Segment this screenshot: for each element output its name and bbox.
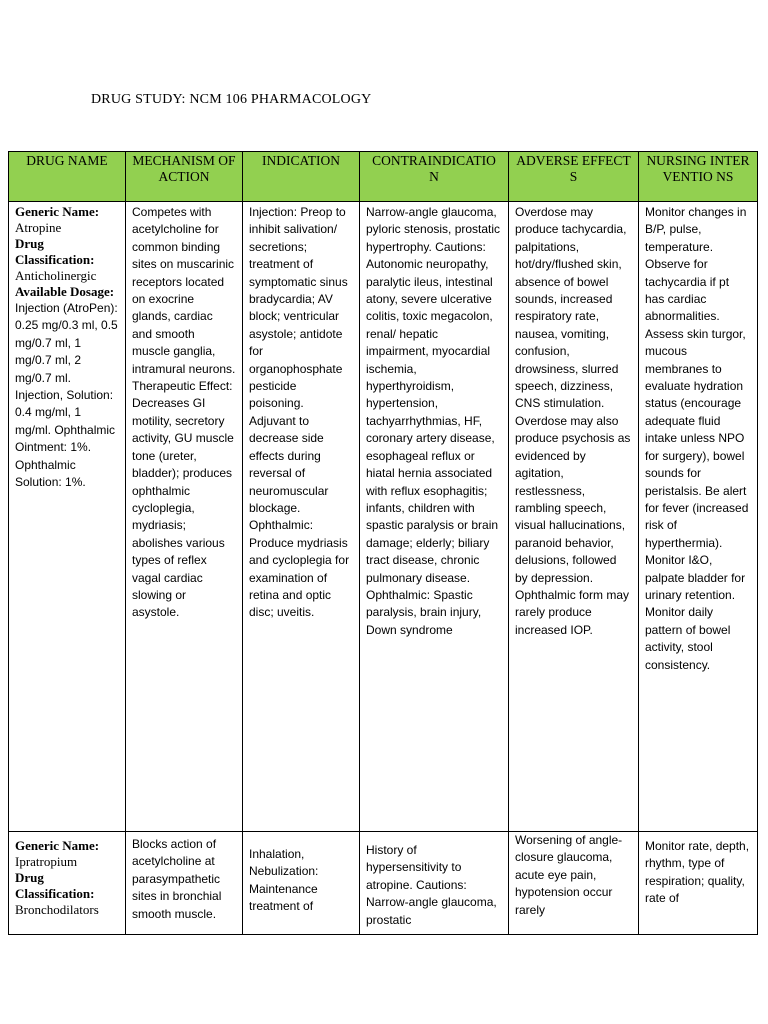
- dosage-value: Injection (AtroPen): 0.25 mg/0.3 ml, 0.5 mg/0.7 ml, 1 mg/0.7 ml, 2 mg/0.7 ml. Injection, Solution: 0.4 mg/ml, 1 mg/ml. Ophthalmic Ointment: 1%. Ophthalmic Solution: 1%.: [15, 301, 118, 490]
- nursing-interventions-cell: Monitor rate, depth, rhythm, type of respiration; quality, rate of: [639, 832, 758, 935]
- adverse-effects-cell: Worsening of angle-closure glaucoma, acute eye pain, hypotension occur rarely: [509, 832, 639, 935]
- mechanism-cell: Blocks action of acetylcholine at parasympathetic sites in bronchial smooth muscle.: [126, 832, 243, 935]
- classification-label: Drug Classification:: [15, 236, 95, 267]
- table-header-row: [9, 152, 758, 202]
- header-nursing-interventions: NURSING INTERVENTIO NS: [639, 152, 758, 202]
- table-row: [9, 202, 758, 832]
- header-contraindication: CONTRAINDICATIO N: [360, 152, 509, 202]
- nursing-interventions-cell: Monitor changes in B/P, pulse, temperature. Observe for tachycardia if pt has cardiac abnormalities. Assess skin turgor, mucous membranes to evaluate hydration status (encourage adequate fluid intake unless NPO for surgery), bowel sounds for peristalsis. Be alert for fever (increased risk of hyperthermia). Monitor I&O, palpate bladder for urinary retention. Monitor daily pattern of bowel activity, stool consistency.: [639, 202, 758, 832]
- classification-value: Bronchodilators: [15, 902, 99, 917]
- drug-name-cell: [9, 832, 126, 935]
- indication-cell: Inhalation, Nebulization: Maintenance treatment of: [243, 832, 360, 935]
- contraindication-cell: Narrow-angle glaucoma, pyloric stenosis, prostatic hypertrophy. Cautions: Autonomic neuropathy, paralytic ileus, intestinal atony, severe ulcerative colitis, toxic megacolon, renal/ hepatic impairment, myocardial ischemia, hyperthyroidism, hypertension, tachyarrhythmias, HF, coronary artery disease, esophageal reflux or hiatal hernia associated with reflux esophagitis; infants, children with spastic paralysis or brain damage; elderly; biliary tract disease, chronic pulmonary disease. Ophthalmic: Spastic paralysis, brain injury, Down syndrome: [360, 202, 509, 832]
- generic-name-value: Ipratropium: [15, 854, 78, 869]
- dosage-label: Available Dosage:: [15, 284, 115, 299]
- header-mechanism: MECHANISM OF ACTION: [126, 152, 243, 202]
- generic-name-value: Atropine: [15, 220, 62, 235]
- drug-name-cell: [9, 202, 126, 832]
- contraindication-cell: History of hypersensitivity to atropine. Cautions: Narrow-angle glaucoma, prostatic: [360, 832, 509, 935]
- generic-name-label: Generic Name:: [15, 204, 100, 219]
- mechanism-cell: Competes with acetylcholine for common binding sites on muscarinic receptors located on exocrine glands, cardiac and smooth muscle ganglia, intramural neurons. Therapeutic Effect: Decreases GI motility, secretory activity, GU muscle tone (ureter, bladder); produces ophthalmic cycloplegia, mydriasis; abolishes various types of reflex vagal cardiac slowing or asystole.: [126, 202, 243, 832]
- drug-study-table: [8, 151, 758, 935]
- header-drug-name: DRUG NAME: [9, 152, 126, 202]
- table-row: [9, 832, 758, 935]
- classification-value: Anticholinergic: [15, 268, 97, 283]
- adverse-effects-cell: Overdose may produce tachycardia, palpitations, hot/dry/flushed skin, absence of bowel sounds, increased respiratory rate, nausea, vomiting, confusion, drowsiness, slurred speech, dizziness, CNS stimulation. Overdose may also produce psychosis as evidenced by agitation, restlessness, rambling speech, visual hallucinations, paranoid behavior, delusions, followed by depression. Ophthalmic form may rarely produce increased IOP.: [509, 202, 639, 832]
- header-indication: INDICATION: [243, 152, 360, 202]
- document-title: DRUG STUDY: NCM 106 PHARMACOLOGY: [91, 92, 372, 107]
- classification-label: Drug Classification:: [15, 870, 95, 901]
- indication-cell: Injection: Preop to inhibit salivation/ secretions; treatment of symptomatic sinus bradycardia; AV block; ventricular asystole; antidote for organophosphate pesticide poisoning. Adjuvant to decrease side effects during reversal of neuromuscular blockage. Ophthalmic: Produce mydriasis and cycloplegia for examination of retina and optic disc; uveitis.: [243, 202, 360, 832]
- generic-name-label: Generic Name:: [15, 838, 100, 853]
- header-adverse-effects: ADVERSE EFFECTS: [509, 152, 639, 202]
